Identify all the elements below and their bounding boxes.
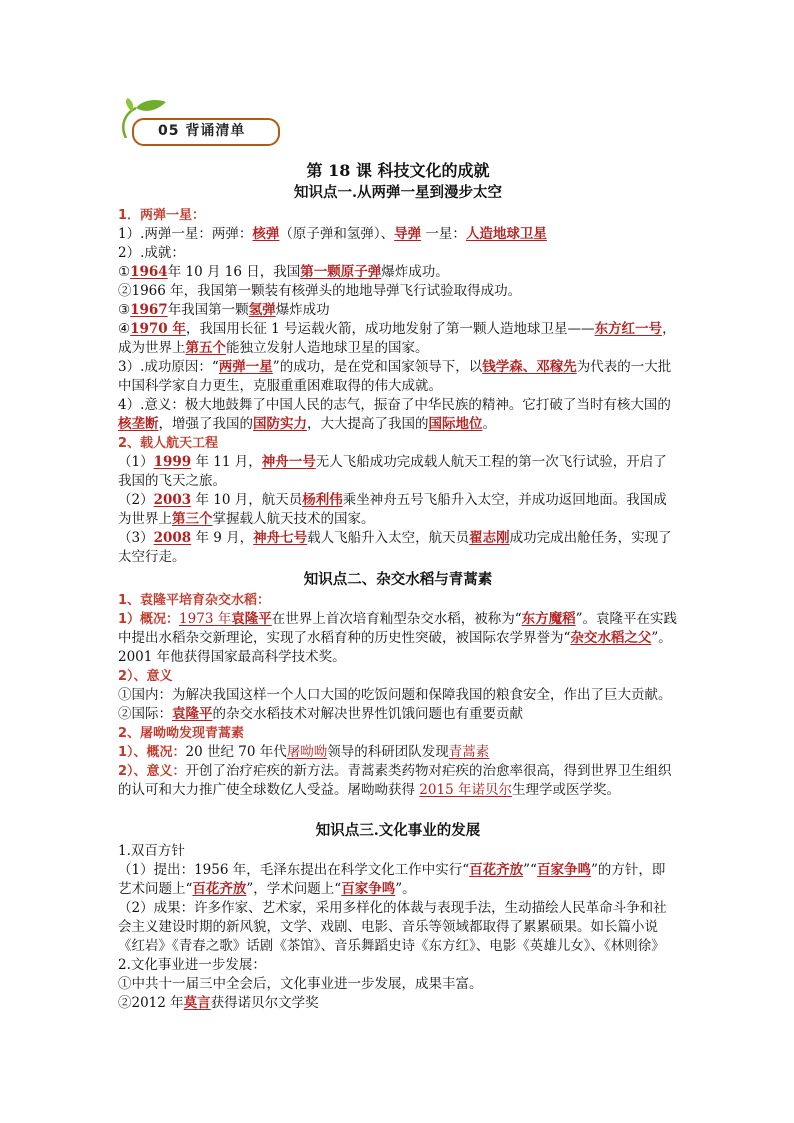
paragraph: ④1970 年，我国用长征 1 号运载火箭，成功地发射了第一颗人造地球卫星——东方红一号，成为世界上第五个能独立发射人造地球卫星的国家。 bbox=[118, 321, 676, 356]
paragraph: （1）提出：1956 年，毛泽东提出在科学文化工作中实行“百花齐放”“百家争鸣”的方针，即艺术问题上“百花齐放”，学术问题上“百家争鸣”。 bbox=[118, 862, 666, 897]
paragraph: （2）成果：许多作家、艺术家，采用多样化的体裁与表现手法，生动描绘人民革命斗争和社会主义建设时期的新风貌，文学、戏剧、电影、音乐等领域都取得了累累硕果。如长篇小说《红岩》《青春之歌》话剧《茶馆》、音乐舞蹈史诗《东方红》、电影《英雄儿女》、《林则徐》 bbox=[118, 900, 667, 954]
heading-space-program: 2、载人航天工程 bbox=[118, 436, 219, 451]
paragraph: 2）.成就： bbox=[118, 245, 185, 261]
paragraph: （2）2003 年 10 月，航天员杨利伟乘坐神舟五号飞船升入太空，并成功返回地面。我国成为世界上第三个掌握载人航天技术的国家。 bbox=[118, 492, 667, 527]
paragraph: ②2012 年莫言获得诺贝尔文学奖 bbox=[118, 995, 319, 1011]
section-heading-3: 知识点三.文化事业的发展 bbox=[315, 822, 481, 839]
heading-significance: 2）、意义 bbox=[118, 669, 173, 684]
paragraph: ①国内：为解决我国这样一个人口大国的吃饭问题和保障我国的粮食安全，作出了巨大贡献。 bbox=[118, 687, 672, 703]
paragraph: （3）2008 年 9 月，神舟七号载人飞船升入太空，航天员翟志刚成功完成出舱任务，实现了太空行走。 bbox=[118, 530, 672, 565]
section-banner bbox=[118, 98, 283, 146]
paragraph: 1.双百方针 bbox=[118, 843, 185, 859]
paragraph: 1）.两弹一星：两弹：核弹（原子弹和氢弹）、导弹 一星：人造地球卫星 bbox=[118, 226, 547, 242]
page-title: 第 18 课 科技文化的成就 bbox=[306, 161, 490, 180]
paragraph: 4）.意义：极大地鼓舞了中国人民的志气，振奋了中华民族的精神。它打破了当时有核大国的核垄断，增强了我国的国防实力，大大提高了我国的国际地位。 bbox=[118, 397, 671, 432]
document-body bbox=[118, 160, 678, 1013]
heading-yuanlongping: 1、袁隆平培育杂交水稻： bbox=[118, 593, 271, 608]
paragraph: ②国际：袁隆平的杂交水稻技术对解决世界性饥饿问题也有重要贡献 bbox=[118, 706, 523, 722]
paragraph: 1）、概况：20 世纪 70 年代屠呦呦领导的科研团队发现青蒿素 bbox=[118, 744, 490, 760]
paragraph: ①中共十一届三中全会后，文化事业进一步发展，成果丰富。 bbox=[118, 976, 483, 992]
paragraph: 3）.成功原因：“两弹一星”的成功，是在党和国家领导下，以钱学森、邓稼先为代表的一大批中国科学家自力更生，克服重重困难取得的伟大成就。 bbox=[118, 359, 672, 394]
paragraph: ③1967年我国第一颗氢弹爆炸成功 bbox=[118, 302, 330, 318]
paragraph: 2.文化事业进一步发展： bbox=[118, 957, 266, 973]
paragraph: ①1964年 10 月 16 日，我国第一颗原子弹爆炸成功。 bbox=[118, 264, 449, 280]
heading-tuyouyou: 2、屠呦呦发现青蒿素 bbox=[118, 726, 245, 741]
paragraph: （1）1999 年 11 月，神舟一号无人飞船成功完成载人航天工程的第一次飞行试验，开启了我国的飞天之旅。 bbox=[118, 454, 667, 489]
paragraph: 1）概况：1973 年袁隆平在世界上首次培育籼型杂交水稻，被称为“东方魔稻”。袁隆平在实践中提出水稻杂交新理论，实现了水稻育种的历史性突破，被国际农学界誉为“杂交水稻之父”。2001 年他获得国家最高科学技术奖。 bbox=[118, 611, 678, 665]
section-heading-1: 知识点一.从两弹一星到漫步太空 bbox=[293, 184, 503, 201]
paragraph: 2）、意义：开创了治疗疟疾的新方法。青蒿素类药物对疟疾的治愈率很高，得到世界卫生组织的认可和大力推广使全球数亿人受益。屠呦呦获得 2015 年诺贝尔生理学或医学奖。 bbox=[118, 763, 672, 798]
section-heading-2: 知识点二、杂交水稻与青蒿素 bbox=[303, 571, 493, 588]
banner-label: 05 背诵清单 bbox=[158, 123, 246, 139]
heading-liangdanyixing: 1．两弹一星： bbox=[118, 208, 206, 223]
paragraph: ②1966 年，我国第一颗装有核弹头的地地导弹飞行试验取得成功。 bbox=[118, 283, 522, 299]
